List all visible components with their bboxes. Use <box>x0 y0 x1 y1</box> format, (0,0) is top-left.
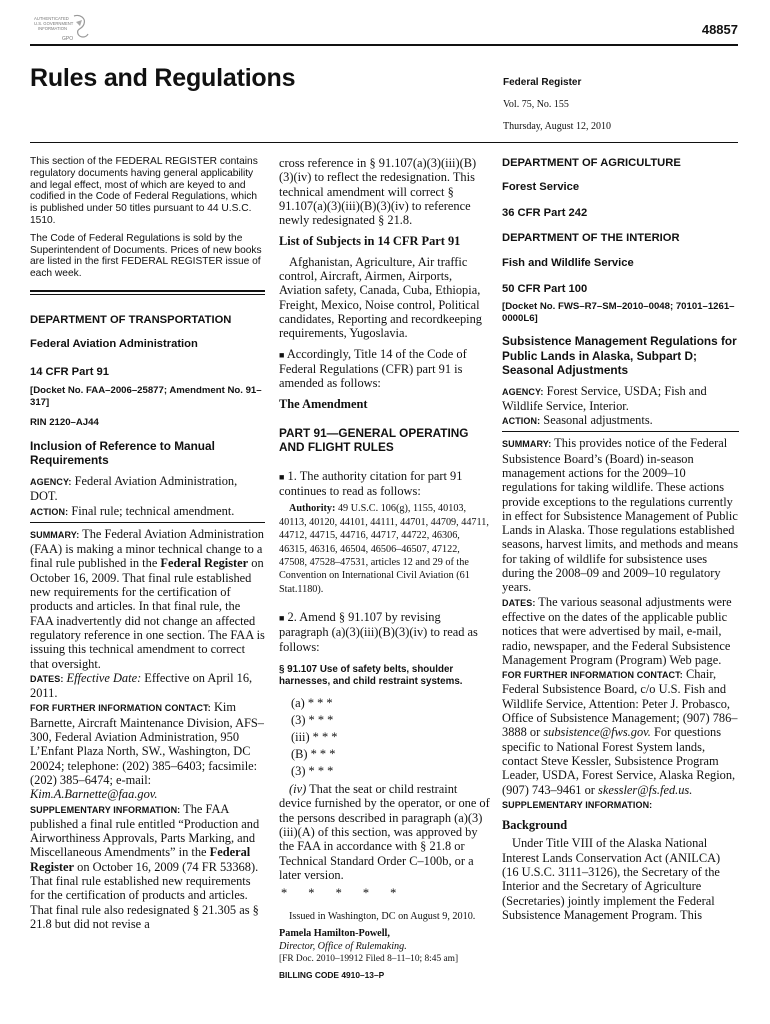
dates-label: DATES: <box>30 673 64 684</box>
seal-line: AUTHENTICATED <box>34 16 69 21</box>
contact-email: skessler@fs.fed.us. <box>598 782 693 797</box>
background-heading: Background <box>502 818 568 833</box>
cfr-heading: 14 CFR Part 91 <box>30 365 109 378</box>
agency-field <box>30 474 265 504</box>
action-field <box>502 413 739 428</box>
summary-field <box>502 436 739 594</box>
contact-field <box>502 667 739 797</box>
billing-code: BILLING CODE 4910–13–P <box>279 969 385 980</box>
amendment-paragraphs <box>279 695 490 780</box>
instruction-1 <box>279 469 490 499</box>
federal-register-ref: Federal Register <box>30 845 251 874</box>
supplementary-field <box>30 802 265 932</box>
amendment-item: (3) * * * <box>291 764 334 779</box>
authority-text: 49 U.S.C. 106(g), 1155, 40103, 40113, 40120, 44101, 44111, 44701, 44709, 44711, 44712, 44715, 44716, 44717, 44722, 46306, 46315, 46316, 46504, 46506–46507, 47122, 47508, 47528–47531, articles 12 and 29 of the Convention on International Civil Aviation (61 Stat.1180). <box>279 503 489 595</box>
section-title: Rules and Regulations <box>30 64 296 92</box>
agency-label: AGENCY: <box>502 386 544 397</box>
seal-line: INFORMATION <box>38 26 67 31</box>
section-heading: § 91.107 Use of safety belts, shoulder harnesses, and child restraint systems. <box>279 664 463 688</box>
paragraph-iv-text: That the seat or child restraint device furnished by the operator, or one of the persons described in paragraph (a)(3)(iii)(A) of this section, was approved by the FAA in accordance with § 21.8 or Technical Standard Order C–100b, or a later version. <box>279 782 490 882</box>
rule-title: Inclusion of Reference to Manual Requirements <box>30 438 215 468</box>
publication-date: Thursday, August 12, 2010 <box>503 121 611 132</box>
summary-label: SUMMARY: <box>30 529 80 540</box>
supplementary-text: on October 16, 2009 (74 FR 53368). That final rule established new requirements for the certification of products and articles. That final rule also redesignated § 21.305 as § 21.8 but did not revise a <box>30 859 259 931</box>
column-3 <box>502 156 739 922</box>
fr-doc-line: [FR Doc. 2010–19912 Filed 8–11–10; 8:45 am] <box>279 954 459 965</box>
amendment-heading: The Amendment <box>279 397 368 412</box>
contact-label: FOR FURTHER INFORMATION CONTACT: <box>30 703 211 714</box>
dates-field <box>30 671 265 701</box>
seal-line: U.S. GOVERNMENT <box>34 21 74 26</box>
accordingly-text <box>279 347 490 391</box>
agency-label: AGENCY: <box>30 476 72 487</box>
header-divider <box>30 142 738 143</box>
amendment-item: (3) * * * <box>291 713 334 728</box>
authority-citation <box>279 502 490 596</box>
rule-title: Subsistence Management Regulations for Public Lands in Alaska, Subpart D; Seasonal Adjustments <box>502 334 737 377</box>
supplementary-text: The FAA published a final rule entitled “Production and Airworthiness Approvals, Parts Marking, and Miscellaneous Amendments” in the <box>30 801 260 860</box>
divider <box>502 431 739 432</box>
instruction-square-icon: ■ <box>279 349 285 360</box>
supplementary-field <box>502 797 739 812</box>
docket-number: [Docket No. FAA–2006–25877; Amendment No. 91–317] <box>30 384 262 408</box>
volume-number: Vol. 75, No. 155 <box>503 99 569 110</box>
instruction-2 <box>279 610 490 654</box>
omission-stars: * * * * * <box>281 886 397 901</box>
seal-line: GPO <box>62 36 74 42</box>
accordingly-body: Accordingly, Title 14 of the Code of Federal Regulations (CFR) part 91 is amended as follows: <box>279 346 467 391</box>
action-field <box>30 504 265 519</box>
federal-register-ref: Federal Register <box>160 556 249 571</box>
divider <box>30 522 265 523</box>
page-number: 48857 <box>701 22 738 37</box>
background-text: Under Title VIII of the Alaska National Interest Lands Conservation Act (ANILCA) (16 U.S.C. 3111–3126), the Secretary of the Interior and the Secretary of Agriculture (Secretaries) jointly implement the Federal Subsistence Management Program. This <box>502 836 721 922</box>
action-label: ACTION: <box>30 506 69 517</box>
summary-text: This provides notice of the Federal Subsistence Board’s (Board) in-season management actions for the 2009–10 regulations for taking wildlife. These actions provide exceptions to the regulations currently in effect for Subsistence Management of Public Lands in Alaska. Those regulations established seasons, harvest limits, and methods and means for taking of wildlife for subsistence uses during the 2008–09 and 2009–10 regulatory years. <box>502 436 739 595</box>
dates-label: DATES: <box>502 597 536 608</box>
agency-field <box>502 384 739 414</box>
agency-heading: DEPARTMENT OF TRANSPORTATION <box>30 313 232 326</box>
contact-text: Kim Barnette, Aircraft Maintenance Division, AFS–300, Federal Aviation Administration, 950 L’Enfant Plaza North, SW., Washington, DC 20024; telephone: (202) 385–6403; facsimile: (202) 385–6474; e-mail: <box>30 700 264 787</box>
gpo-authentication-seal <box>30 12 98 46</box>
effective-date-label: Effective Date: <box>66 670 142 685</box>
action-label: ACTION: <box>502 416 541 427</box>
divider <box>30 294 265 295</box>
publication-info <box>503 72 611 138</box>
instruction-2-body: 2. Amend § 91.107 by revising paragraph (a)(3)(iii)(B)(3)(iv) to read as follows: <box>279 610 478 654</box>
signer-name: Pamela Hamilton-Powell, <box>279 927 390 939</box>
instruction-1-body: 1. The authority citation for part 91 continues to read as follows: <box>279 468 463 499</box>
dates-field <box>502 595 739 667</box>
authority-label: Authority: <box>289 503 336 515</box>
action-text: Final rule; technical amendment. <box>71 503 235 518</box>
contact-email: subsistence@fws.gov. <box>543 725 651 740</box>
header-rule <box>30 44 738 46</box>
intro-paragraph: The Code of Federal Regulations is sold by the Superintendent of Documents. Prices of new books are listed in the first FEDERAL REGISTER issue of each week. <box>30 232 262 280</box>
continued-text: cross reference in § 91.107(a)(3)(iii)(B)(3)(iv) to reflect the redesignation. This technical amendment will correct § 91.107(a)(3)(iii)(B)(3)(iv) to reference newly redesignated § 21.8. <box>279 156 477 228</box>
amendment-item: (B) * * * <box>291 747 336 762</box>
agency-heading: DEPARTMENT OF AGRICULTURE <box>502 157 681 169</box>
docket-number: [Docket No. FWS–R7–SM–2010–0048; 70101–1261–0000L6] <box>502 301 735 324</box>
agency-text: Forest Service, USDA; Fish and Wildlife Service, Interior. <box>502 383 707 413</box>
contact-label: FOR FURTHER INFORMATION CONTACT: <box>502 670 683 681</box>
amendment-item: (a) * * * <box>291 696 333 711</box>
contact-field <box>30 700 265 801</box>
cfr-heading: 50 CFR Part 100 <box>502 283 588 295</box>
sub-agency-heading: Fish and Wildlife Service <box>502 257 634 269</box>
contact-text: Chair, Federal Subsistence Board, c/o U.S. Fish and Wildlife Service, Attention: Peter J. Probasco, Office of Subsistence Management; (907) 786–3888 or <box>502 667 738 740</box>
divider <box>30 290 265 292</box>
subjects-text: Afghanistan, Agriculture, Air traffic control, Aircraft, Airmen, Airports, Aviation safety, Canada, Cuba, Ethiopia, Freight, Mexico, Noise control, Political candidates, Reporting and recordkeeping requirements, Yugoslavia. <box>279 254 482 341</box>
issued-line: Issued in Washington, DC on August 9, 2010. <box>289 911 476 923</box>
paragraph-iv-label: (iv) <box>289 782 307 797</box>
column-2 <box>279 156 490 981</box>
instruction-square-icon: ■ <box>279 613 285 624</box>
agency-text: Federal Aviation Administration, DOT. <box>30 473 238 504</box>
contact-email: Kim.A.Barnette@faa.gov. <box>30 787 158 802</box>
summary-text: The Federal Aviation Administration (FAA) is making a minor technical change to a final rule published in the <box>30 526 264 571</box>
subjects-heading: List of Subjects in 14 CFR Part 91 <box>279 234 461 249</box>
instruction-square-icon: ■ <box>279 471 285 482</box>
column-1 <box>30 156 265 931</box>
sub-agency-heading: Federal Aviation Administration <box>30 337 198 350</box>
supplementary-label: SUPPLEMENTARY INFORMATION: <box>502 799 653 810</box>
amendment-item: (iii) * * * <box>291 730 338 745</box>
cfr-heading: 36 CFR Part 242 <box>502 207 588 219</box>
paragraph-iv <box>279 782 490 882</box>
signer-title: Director, Office of Rulemaking. <box>279 940 407 952</box>
supplementary-label: SUPPLEMENTARY INFORMATION: <box>30 804 181 815</box>
intro-paragraph: This section of the FEDERAL REGISTER contains regulatory documents having general applicability and legal effect, most of which are keyed to and codified in the Code of Federal Regulations, which is published under 50 titles pursuant to 44 U.S.C. 1510. <box>30 156 258 226</box>
rin-number: RIN 2120–AJ44 <box>30 416 99 428</box>
dates-text: The various seasonal adjustments were effective on the dates of the applicable public notices that were advertised by mail, e-mail, radio, newspaper, and the Federal Subsistence Management Program (Program) Web page. <box>502 594 732 667</box>
part-heading: PART 91—GENERAL OPERATING AND FLIGHT RULES <box>279 425 469 455</box>
summary-text: on October 16, 2009. That final rule established new requirements for the certification of products and articles. In that final rule, the FAA inadvertently did not change an affected regulatory reference in one section. The FAA is issuing this technical amendment to correct that oversight. <box>30 556 265 671</box>
action-text: Seasonal adjustments. <box>540 413 653 428</box>
summary-field <box>30 527 265 671</box>
dates-text: Effective on April 16, 2011. <box>30 670 253 701</box>
publication-name: Federal Register <box>503 77 582 88</box>
sub-agency-heading: Forest Service <box>502 181 580 193</box>
agency-heading: DEPARTMENT OF THE INTERIOR <box>502 232 680 244</box>
summary-label: SUMMARY: <box>502 439 552 450</box>
contact-text: For questions specific to National Forest System lands, contact Steve Kessler, Subsistence Program Leader, USDA, Forest Service, Alaska Region, (907) 743–9461 or <box>502 725 736 797</box>
